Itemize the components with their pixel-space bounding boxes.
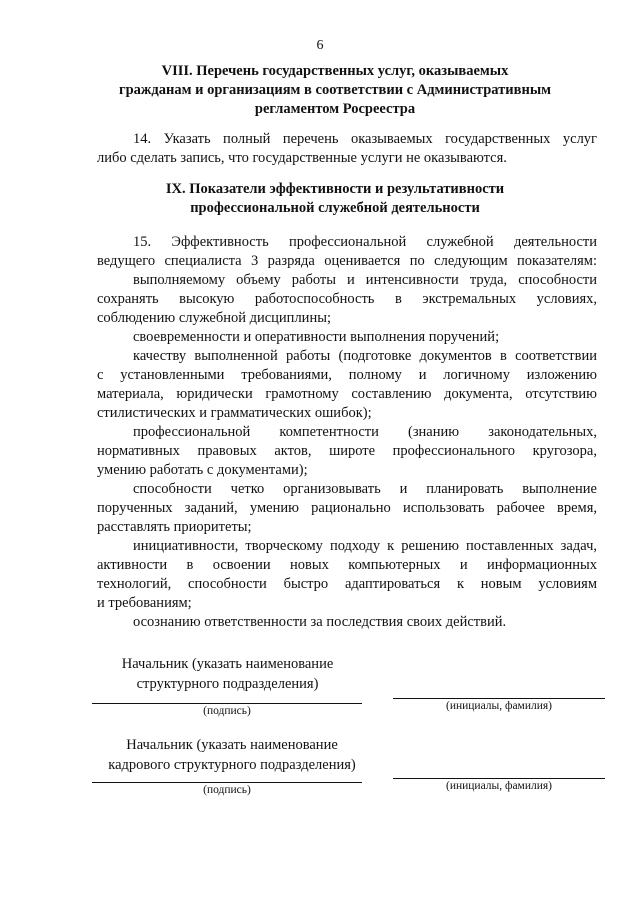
heading-line: профессиональной служебной деятельности [190, 200, 480, 216]
paragraph-line: своевременности и оперативности выполнения поручений; [133, 329, 500, 345]
signature-label-line: кадрового структурного подразделения) [108, 757, 356, 773]
heading-line: гражданам и организациям в соответствии с Административным [118, 82, 552, 98]
signature-line [92, 782, 362, 783]
paragraph-line: выполняемому объему работы и интенсивности труда, способности [133, 272, 597, 288]
signature-label-line: структурного подразделения) [136, 676, 319, 692]
paragraph-line: порученных заданий, умению рационально использовать рабочее время, [97, 500, 597, 516]
signature-line [92, 703, 362, 704]
heading-line: VIII. Перечень государственных услуг, оказываемых [161, 63, 509, 79]
signature-label-hr-unit [92, 735, 372, 775]
page-number: 6 [316, 38, 324, 53]
paragraph-line: инициативности, творческому подходу к решению поставленных задач, [133, 538, 597, 554]
name-caption: (инициалы, фамилия) [445, 780, 553, 792]
heading-line: регламентом Росреестра [254, 101, 416, 117]
name-line [393, 778, 605, 779]
paragraph-line: стилистических и грамматических ошибок); [97, 405, 372, 421]
paragraph-line: умению работать с документами); [97, 462, 308, 478]
paragraph-line: активности в освоении новых компьютерных и информационных [97, 557, 597, 573]
paragraph-line: 15. Эффективность профессиональной служебной деятельности [133, 234, 597, 250]
paragraph-line: качеству выполненной работы (подготовке документов в соответствии [133, 348, 597, 364]
signature-label-line: Начальник (указать наименование [121, 656, 334, 672]
paragraph-line: расставлять приоритеты; [97, 519, 252, 535]
name-line [393, 698, 605, 699]
paragraph-line: материала, юридически грамотному составлению документа, отсутствию [97, 386, 597, 402]
paragraph-line: осознанию ответственности за последствия своих действий. [133, 614, 507, 630]
paragraph-line: нормативных правовых актов, широте профессионального кругозора, [97, 443, 597, 459]
paragraph-15 [97, 233, 597, 632]
paragraph-line: с установленными требованиями, полному и логичному изложению [97, 367, 597, 383]
signature-caption: (подпись) [203, 784, 251, 796]
paragraph-line: 14. Указать полный перечень оказываемых государственных услуг [133, 131, 597, 147]
section-8-heading [90, 62, 580, 119]
paragraph-line: и требованиям; [97, 595, 192, 611]
heading-line: IX. Показатели эффективности и результативности [165, 181, 505, 197]
paragraph-line: способности четко организовывать и планировать выполнение [133, 481, 597, 497]
section-9-heading [90, 180, 580, 218]
paragraph-line: либо сделать запись, что государственные услуги не оказываются. [97, 150, 507, 166]
paragraph-line: соблюдению служебной дисциплины; [97, 310, 331, 326]
paragraph-14 [97, 130, 597, 168]
paragraph-line: профессиональной компетентности (знанию законодательных, [133, 424, 597, 440]
signature-caption: (подпись) [203, 705, 251, 717]
signature-label-structural-unit [100, 654, 355, 694]
paragraph-line: технологий, способности быстро адаптироваться к новым условиям [97, 576, 597, 592]
paragraph-line: ведущего специалиста 3 разряда оценивается по следующим показателям: [97, 253, 597, 269]
paragraph-line: сохранять высокую работоспособность в экстремальных условиях, [97, 291, 597, 307]
signature-label-line: Начальник (указать наименование [126, 737, 338, 753]
name-caption: (инициалы, фамилия) [445, 700, 553, 712]
